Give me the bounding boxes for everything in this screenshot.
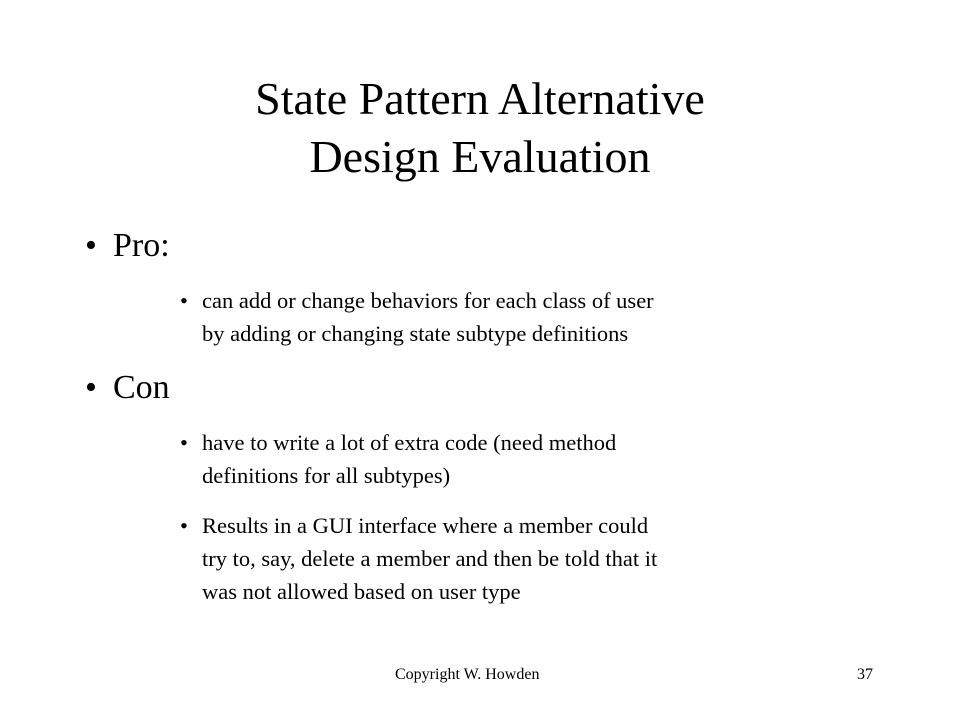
title-line-1: State Pattern Alternative xyxy=(255,73,705,124)
sub-bullet-line: have to write a lot of extra code (need method xyxy=(202,430,617,455)
bullet-marker: • xyxy=(85,369,97,406)
footer-copyright: Copyright W. Howden xyxy=(395,666,540,683)
sub-bullet-marker: • xyxy=(180,288,188,313)
title-line-2: Design Evaluation xyxy=(309,131,651,182)
bullet-con-label: Con xyxy=(113,369,170,406)
slide-title xyxy=(0,70,960,186)
bullet-pro-label: Pro: xyxy=(113,227,170,264)
sub-bullet-line: Results in a GUI interface where a member could xyxy=(202,513,649,538)
sub-bullet-marker: • xyxy=(180,430,188,455)
bullet-con xyxy=(85,368,170,408)
page-number: 37 xyxy=(857,666,873,683)
sub-bullet-line: by adding or changing state subtype definitions xyxy=(202,321,629,346)
sub-bullet-line: try to, say, delete a member and then be told that it xyxy=(202,546,658,571)
sub-bullet-marker: • xyxy=(180,513,188,538)
bullet-marker: • xyxy=(85,227,97,264)
sub-bullet-line: was not allowed based on user type xyxy=(202,579,521,604)
bullet-pro xyxy=(85,226,170,266)
sub-bullet-line: definitions for all subtypes) xyxy=(202,463,451,488)
sub-bullet-line: can add or change behaviors for each class of user xyxy=(202,288,654,313)
